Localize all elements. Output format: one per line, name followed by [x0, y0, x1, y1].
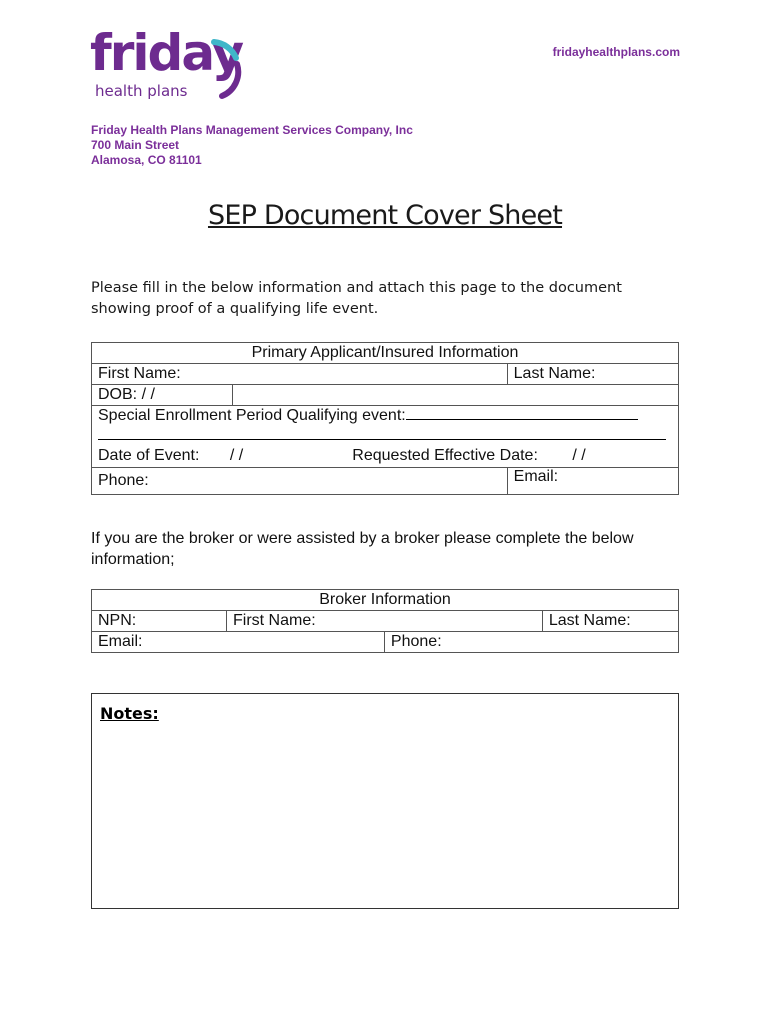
- broker-last-name-field[interactable]: Last Name:: [542, 611, 678, 632]
- broker-table-heading: Broker Information: [92, 590, 679, 611]
- broker-first-name-field[interactable]: First Name:: [227, 611, 543, 632]
- dob-field[interactable]: DOB: / /: [92, 385, 233, 406]
- last-name-field[interactable]: Last Name:: [507, 364, 678, 385]
- requested-date-field[interactable]: / /: [572, 447, 586, 464]
- npn-field[interactable]: NPN:: [92, 611, 227, 632]
- company-street: 700 Main Street: [91, 138, 180, 152]
- dob-blank: [233, 385, 679, 406]
- sep-event-line-1: [406, 419, 638, 420]
- phone-field[interactable]: Phone:: [92, 468, 508, 495]
- requested-date-label: Requested Effective Date:: [352, 447, 538, 464]
- broker-table: [91, 589, 679, 653]
- applicant-table-heading: Primary Applicant/Insured Information: [92, 343, 679, 364]
- date-of-event-field[interactable]: / /: [229, 447, 244, 464]
- logo-subtitle: health plans: [95, 82, 188, 100]
- website-link[interactable]: fridayhealthplans.com: [552, 45, 680, 59]
- company-address: [91, 123, 413, 168]
- notes-label: Notes:: [100, 704, 159, 723]
- email-field[interactable]: Email:: [507, 468, 678, 495]
- page-title: SEP Document Cover Sheet: [207, 200, 563, 231]
- company-name: Friday Health Plans Management Services Company, Inc: [91, 123, 413, 137]
- sep-event-line-2: [98, 425, 666, 440]
- intro-text: Please fill in the below information and attach this page to the document showing proof of a qualifying life event.: [91, 280, 622, 317]
- broker-email-field[interactable]: Email:: [92, 632, 385, 653]
- broker-phone-field[interactable]: Phone:: [384, 632, 678, 653]
- first-name-field[interactable]: First Name:: [92, 364, 508, 385]
- date-of-event-label: Date of Event:: [98, 447, 200, 464]
- notes-box[interactable]: [91, 693, 679, 909]
- applicant-table: [91, 342, 679, 495]
- company-city: Alamosa, CO 81101: [91, 153, 202, 167]
- logo-arc-icon: [208, 36, 242, 100]
- friday-logo: [90, 24, 250, 102]
- sep-event-field[interactable]: Special Enrollment Period Qualifying event: Date of Event: / / Requested Effective Date: / /: [92, 406, 679, 468]
- broker-intro-text: If you are the broker or were assisted by a broker please complete the below information;: [91, 530, 634, 568]
- logo-wordmark: friday: [90, 24, 243, 82]
